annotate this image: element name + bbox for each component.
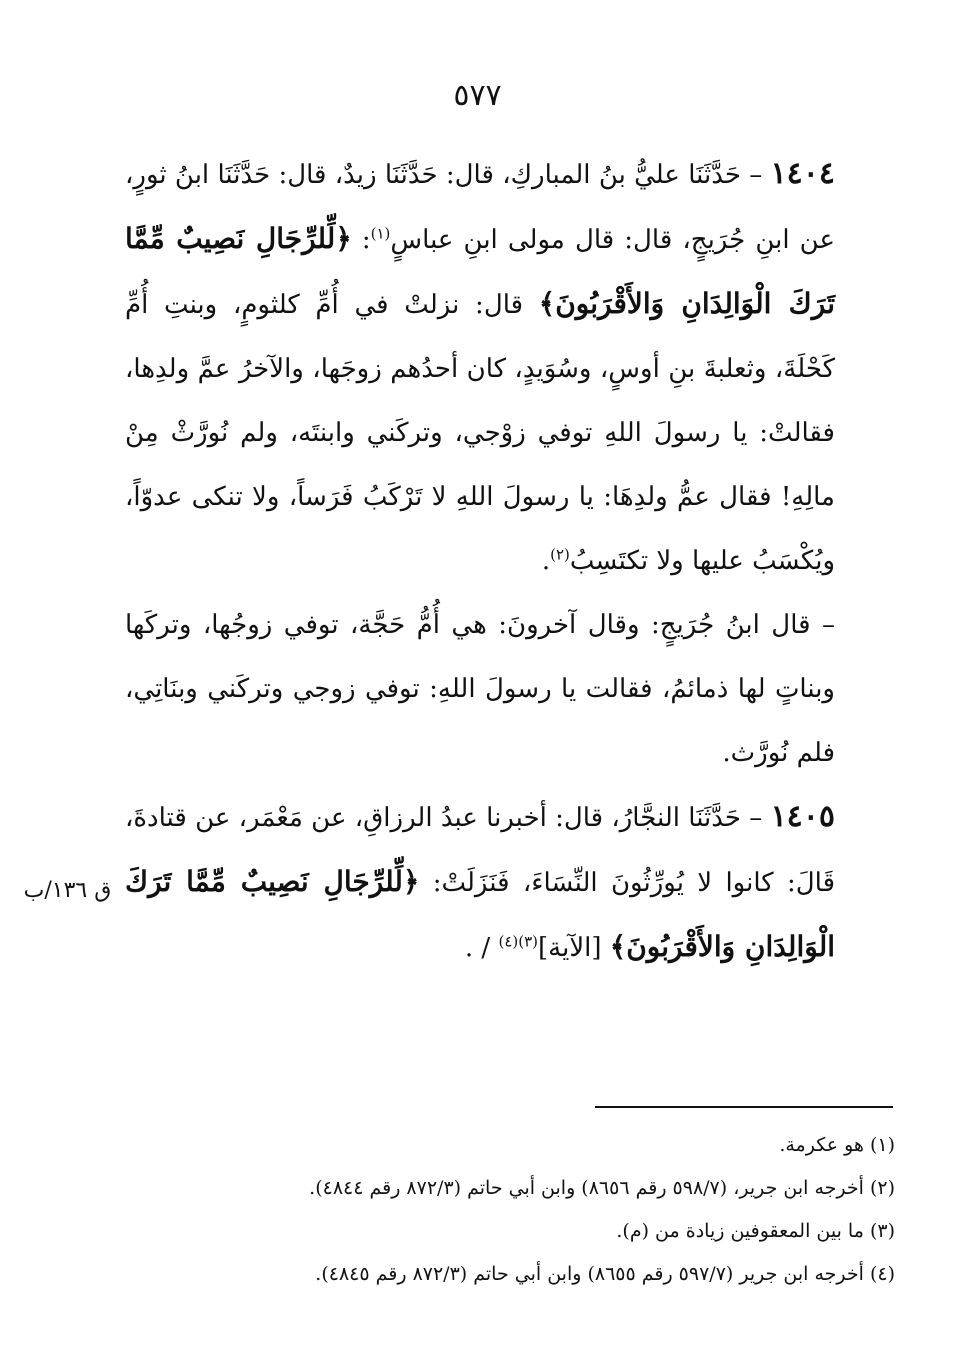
footnote-3: (٣) ما بين المعقوفين زيادة من (م). <box>616 1220 895 1242</box>
manuscript-folio-mark: ق ١٣٦/ب <box>23 878 112 903</box>
hadith-dash: – <box>740 160 771 190</box>
footnote-2: (٢) أخرجه ابن جرير، (٥٩٨/٧ رقم ٨٦٥٦) وابن أبي حاتم (٨٧٢/٣ رقم ٤٨٤٤). <box>309 1177 895 1199</box>
quran-verse: ﴿لِّلرِّجَالِ نَصِيبٌ مِّمَّا تَرَكَ الْوَالِدَانِ وَالأَقْرَبُونَ﴾ <box>125 222 835 320</box>
hadith-number: ١٤٠٤ <box>770 156 835 191</box>
hadith-1404-addition: – قال ابنُ جُرَيجٍ: وقال آخرونَ: هي أُمُّ حَجَّة، توفي زوجُها، وتركَها وبناتٍ لها ذمائمُ، فقالت يا رسولَ اللهِ: توفي زوجي وتركَني وبنَاتِي، فلم نُورَّث. <box>125 610 835 768</box>
hadith-text: . <box>541 546 551 576</box>
footnote-divider <box>595 1106 893 1108</box>
hadith-1405 <box>125 785 835 980</box>
hadith-text: [الآية] <box>538 933 610 963</box>
hadith-dash: – <box>741 803 771 833</box>
hadith-text: / . <box>464 933 499 963</box>
footnote-ref: (٢) <box>550 545 570 564</box>
quran-verse: ﴿لِّلرِّجَالِ نَصِيبٌ مِّمَّا تَرَكَ الْوَالِدَانِ وَالأَقْرَبُونَ﴾ <box>125 865 835 963</box>
hadith-isnad: حَدَّثَنَا النجَّارُ، قال: أخبرنا عبدُ الرزاقِ، عن مَعْمَر، عن قتادةَ، قَالَ: كانوا لا يُورِّثُونَ النِّسَاءَ، فَنَزَلَتْ: <box>125 803 835 898</box>
footnote-1: (١) هو عكرمة. <box>779 1134 895 1156</box>
footnote-4: (٤) أخرجه ابن جرير (٥٩٧/٧ رقم ٨٦٥٥) وابن أبي حاتم (٨٧٢/٣ رقم ٤٨٤٥). <box>315 1263 895 1285</box>
footnote-ref: (١) <box>370 224 391 243</box>
hadith-1404 <box>125 142 835 593</box>
main-text-block <box>125 142 835 980</box>
footnote-ref: (٣)(٤) <box>498 932 539 951</box>
page-number: ٥٧٧ <box>453 78 502 113</box>
hadith-text: قال: نزلتْ في أُمِّ كلثومٍ، وبنتِ أُمِّ كَحْلَةَ، وثعلبةَ بنِ أوسٍ، وسُوَيدٍ، كان أحدُهم زوجَها، والآخرُ عمَّ ولدِها، فقالتْ: يا رسولَ اللهِ توفي زوْجي، وتركَني وابنتَه، ولم نُورَّثْ مِنْ مالِهِ! فقال عمُّ ولدِهَا: يا رسولَ اللهِ لا تَرْكَبُ فَرَساً، ولا تنكى عدوّاً، ويُكْسَبُ عليها ولا تكتَسِبُ <box>125 290 835 576</box>
hadith-isnad: حَدَّثَنَا عليُّ بنُ المباركِ، قال: حَدَّثَنَا زيدٌ، قال: حَدَّثَنَا ابنُ ثورٍ، عن ابنِ جُرَيجٍ، قال: قال مولى ابنِ عباسٍ <box>125 160 835 255</box>
hadith-number: ١٤٠٥ <box>770 799 836 834</box>
hadith-text: : <box>351 225 371 255</box>
footnotes-block <box>125 1124 895 1296</box>
